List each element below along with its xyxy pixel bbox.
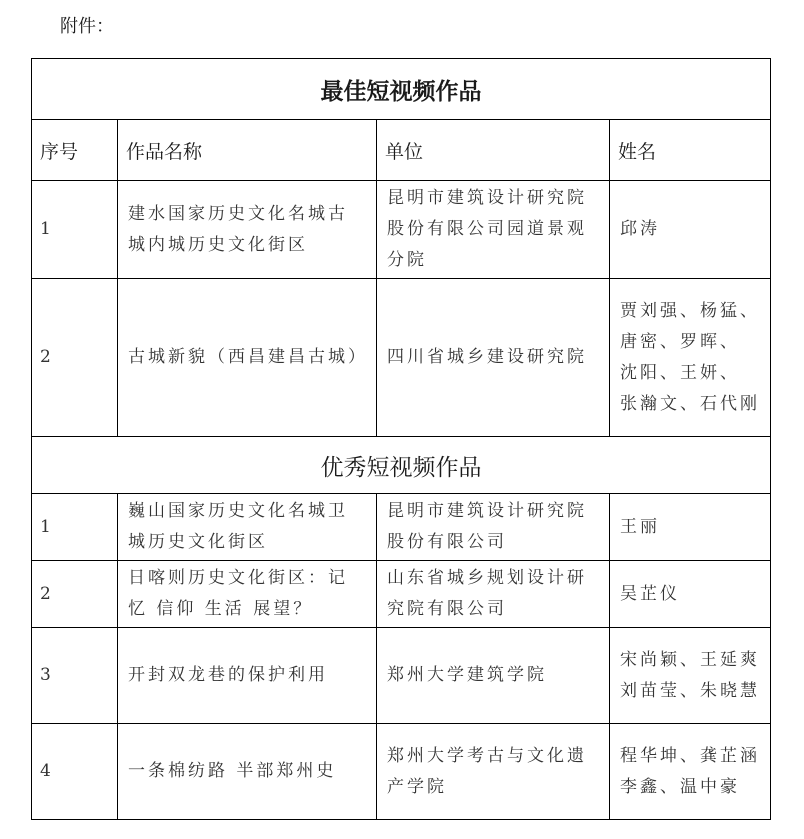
awards-table (31, 58, 771, 820)
row-work: 日喀则历史文化街区：记忆 信仰 生活 展望？ (118, 561, 377, 628)
table-row (32, 494, 771, 561)
header-work: 作品名称 (118, 120, 377, 181)
row-unit: 郑州大学考古与文化遗产学院 (377, 724, 610, 820)
row-unit: 昆明市建筑设计研究院股份有限公司园道景观分院 (377, 181, 610, 279)
row-unit: 昆明市建筑设计研究院股份有限公司 (377, 494, 610, 561)
row-work: 建水国家历史文化名城古城内城历史文化街区 (118, 181, 377, 279)
table-row (32, 628, 771, 724)
row-no: 2 (32, 279, 118, 437)
header-names: 姓名 (610, 120, 771, 181)
row-no: 3 (32, 628, 118, 724)
row-work: 开封双龙巷的保护利用 (118, 628, 377, 724)
row-no: 1 (32, 181, 118, 279)
row-no: 2 (32, 561, 118, 628)
row-no: 1 (32, 494, 118, 561)
row-names: 程华坤、龚芷涵 李鑫、温中豪 (610, 724, 771, 820)
row-work: 巍山国家历史文化名城卫城历史文化街区 (118, 494, 377, 561)
annex-label: 附件： (60, 16, 114, 37)
row-unit: 郑州大学建筑学院 (377, 628, 610, 724)
row-names: 王丽 (610, 494, 771, 561)
table-row (32, 181, 771, 279)
row-no: 4 (32, 724, 118, 820)
row-names: 宋尚颖、王延爽 刘苗莹、朱晓慧 (610, 628, 771, 724)
row-work: 一条棉纺路 半部郑州史 (118, 724, 377, 820)
excellent-section-title: 优秀短视频作品 (32, 437, 771, 494)
row-work: 古城新貌（西昌建昌古城） (118, 279, 377, 437)
row-unit: 四川省城乡建设研究院 (377, 279, 610, 437)
row-unit: 山东省城乡规划设计研究院有限公司 (377, 561, 610, 628)
header-unit: 单位 (377, 120, 610, 181)
table-row (32, 724, 771, 820)
table-row (32, 279, 771, 437)
header-row (32, 120, 771, 181)
row-names: 邱涛 (610, 181, 771, 279)
row-names: 吴芷仪 (610, 561, 771, 628)
best-section-title: 最佳短视频作品 (32, 59, 771, 120)
header-no: 序号 (32, 120, 118, 181)
row-names: 贾刘强、杨猛、唐密、罗晖、 沈阳、王妍、 张瀚文、石代刚 (610, 279, 771, 437)
table-row (32, 561, 771, 628)
